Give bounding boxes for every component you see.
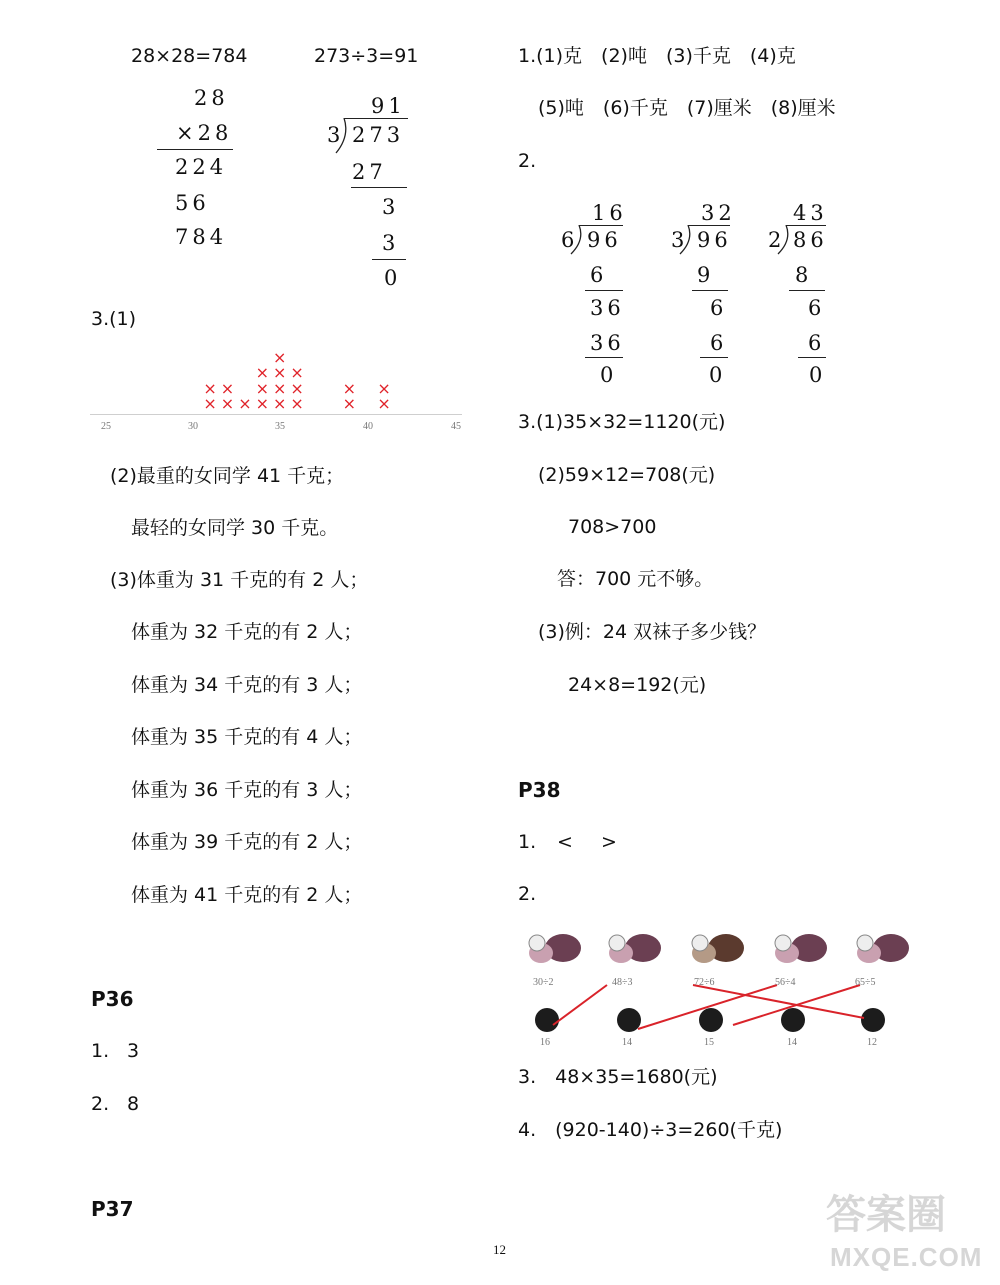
div-divisor: 6 (561, 228, 579, 252)
div-dividend: 273 (352, 123, 405, 147)
r3-1: 3.(1)35×32=1120(元) (518, 411, 726, 433)
div-rem-1: 36 (590, 296, 625, 320)
tick-label: 30 (188, 421, 198, 432)
nut-icon (861, 1008, 885, 1032)
div-dividend: 96 (697, 228, 732, 252)
div-sub-1: 6 (590, 263, 608, 287)
p36-item-val: 3 (127, 1040, 140, 1062)
div-rem-2: 0 (384, 266, 402, 290)
plot-cross: × (290, 394, 304, 413)
div-divisor: 3 (671, 228, 689, 252)
q3-3-line: 体重为 39 千克的有 2 人； (131, 831, 363, 853)
div-rule-2 (798, 357, 826, 358)
nut-label: 14 (622, 1037, 632, 1048)
match-line (553, 985, 607, 1025)
plot-cross: × (255, 378, 269, 398)
p38-1-num: 1. (518, 831, 537, 853)
squirrel-label: 56÷4 (775, 977, 796, 988)
r1-line-b: (5)吨 (6)千克 (7)厘米 (8)厘米 (538, 97, 836, 119)
div-rem-1: 6 (710, 296, 728, 320)
squirrel-label: 48÷3 (612, 977, 633, 988)
div-divisor: 3 (327, 123, 345, 147)
plot-cross: × (273, 378, 287, 398)
div-bar (344, 118, 408, 119)
r2-label: 2. (518, 150, 537, 172)
div-rule-2 (700, 357, 728, 358)
div-sub-1: 9 (697, 263, 715, 287)
section-p37: P37 (91, 1197, 134, 1221)
r3-compare: 708>700 (568, 516, 657, 538)
watermark-logo: 答案圈 (826, 1193, 946, 1237)
squirrel-icon (609, 934, 661, 963)
div-rule-2 (372, 259, 406, 260)
div-quotient: 32 (701, 201, 736, 225)
plot-cross: × (220, 394, 235, 413)
div-sub-1: 8 (795, 263, 813, 287)
r3-3-equation: 24×8=192(元) (568, 674, 707, 696)
tick-label: 25 (101, 421, 111, 432)
plot-cross: × (342, 378, 356, 398)
squirrel-icon (692, 934, 744, 963)
div-dividend: 86 (793, 228, 828, 252)
nut-icon (699, 1008, 723, 1032)
div-rule-1 (692, 290, 728, 291)
q3-3-line: 体重为 36 千克的有 3 人； (131, 779, 363, 801)
r3-2: (2)59×12=708(元) (538, 464, 716, 486)
div-rule-2 (585, 357, 623, 358)
q3-3-line: 体重为 32 千克的有 2 人； (131, 621, 363, 643)
div-rule-1 (585, 290, 623, 291)
plot-cross: × (342, 394, 356, 413)
q3-3-line: 体重为 35 千克的有 4 人； (131, 726, 363, 748)
tick-label: 45 (451, 421, 461, 432)
q3-3-line: 体重为 41 千克的有 2 人； (131, 884, 363, 906)
plot-cross: × (290, 363, 304, 382)
plot-cross: × (220, 378, 235, 398)
div-sub-1: 27 (352, 160, 387, 184)
p36-item-val: 8 (127, 1093, 140, 1115)
div-sub-2: 6 (808, 331, 826, 355)
div-rule-1 (789, 290, 825, 291)
squirrel-icon (857, 934, 909, 963)
q3-2-heaviest: (2)最重的女同学 41 千克； (110, 465, 345, 487)
mult-partial-2: 56 (175, 191, 210, 215)
squirrel-icon (529, 934, 581, 963)
tick-label: 40 (363, 421, 373, 432)
div-bar (786, 225, 826, 226)
nut-label: 12 (867, 1037, 877, 1048)
div-divisor: 2 (768, 228, 786, 252)
plot-cross: × (203, 378, 217, 398)
p38-4: 4. (920-140)÷3=260(千克) (518, 1119, 783, 1141)
div-rem-2: 0 (809, 363, 827, 387)
squirrel-label: 30÷2 (533, 977, 554, 988)
mult-top: 28 (194, 86, 229, 110)
p36-item-num: 1. (91, 1040, 110, 1062)
div-rem-1: 6 (808, 296, 826, 320)
div-rule-1 (351, 187, 407, 188)
plot-cross: × (255, 363, 269, 382)
div-sub-2: 3 (382, 231, 400, 255)
r3-3: (3)例：24 双袜子多少钱？ (538, 621, 767, 643)
q3-2-lightest: 最轻的女同学 30 千克。 (131, 517, 339, 539)
q3-3-line: 体重为 34 千克的有 3 人； (131, 674, 363, 696)
squirrel-label: 65÷5 (855, 977, 876, 988)
div-rem-2: 0 (600, 363, 618, 387)
div-quotient: 43 (793, 201, 828, 225)
q3-label: 3.(1) (91, 308, 137, 330)
section-p38: P38 (518, 778, 561, 802)
plot-cross: × (273, 363, 287, 382)
div-sub-2: 36 (590, 331, 625, 355)
plot-cross: × (203, 394, 217, 413)
mult-factor: ×28 (176, 121, 233, 145)
div-quotient: 91 (371, 94, 406, 118)
mult-partial-1: 224 (175, 155, 228, 179)
plot-cross: × (377, 394, 391, 413)
tick-label: 35 (275, 421, 285, 432)
q3-3-line: (3)体重为 31 千克的有 2 人； (110, 569, 369, 591)
nut-icon (781, 1008, 805, 1032)
nut-icon (617, 1008, 641, 1032)
plot-cross: × (377, 378, 391, 398)
mult-rule (157, 149, 233, 150)
line-plot-axis (90, 414, 462, 415)
p38-1-b: > (601, 831, 617, 853)
div-rem-1: 3 (382, 195, 400, 219)
watermark-url: MXQE.COM (830, 1242, 983, 1272)
p36-item-num: 2. (91, 1093, 110, 1115)
section-p36: P36 (91, 987, 134, 1011)
div-quotient: 16 (592, 201, 627, 225)
page-number: 12 (493, 1242, 506, 1257)
div-bar (579, 225, 623, 226)
equation-28x28: 28×28=784 (131, 45, 248, 67)
squirrel-icon (775, 934, 827, 963)
plot-cross: × (273, 347, 287, 367)
r1-line-a: 1.(1)克 (2)吨 (3)千克 (4)克 (518, 45, 796, 67)
squirrel-label: 72÷6 (694, 977, 715, 988)
div-dividend: 96 (587, 228, 622, 252)
r3-answer: 答：700 元不够。 (557, 568, 714, 590)
plot-cross: × (273, 394, 287, 413)
nut-label: 16 (540, 1037, 550, 1048)
equation-273div3: 273÷3=91 (314, 45, 419, 67)
nut-label: 15 (704, 1037, 714, 1048)
p38-1-a: < (557, 831, 573, 853)
p38-3: 3. 48×35=1680(元) (518, 1066, 718, 1088)
nut-icon (535, 1008, 559, 1032)
plot-cross: × (290, 378, 304, 398)
nut-label: 14 (787, 1037, 797, 1048)
p38-2-num: 2. (518, 883, 537, 905)
div-bar (688, 225, 730, 226)
plot-cross: × (255, 394, 269, 413)
div-sub-2: 6 (710, 331, 728, 355)
div-rem-2: 0 (709, 363, 727, 387)
mult-result: 784 (175, 225, 228, 249)
plot-cross: × (238, 394, 252, 413)
